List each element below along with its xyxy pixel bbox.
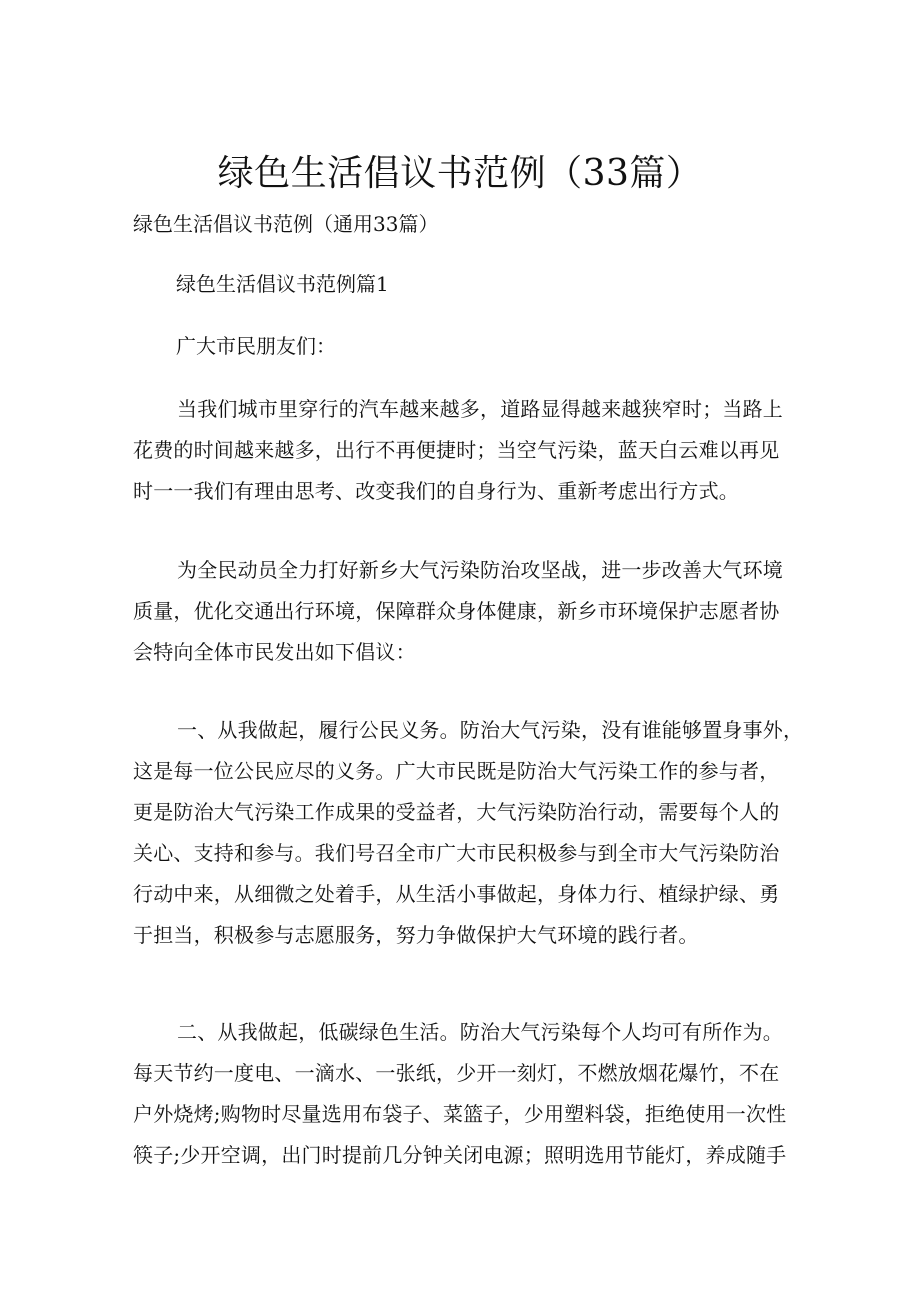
- paragraph-line: 质量，优化交通出行环境，保障群众身体健康，新乡市环境保护志愿者协: [133, 599, 780, 623]
- paragraph-1: [133, 389, 793, 512]
- paragraph-line: 花费的时间越来越多，出行不再便捷时；当空气污染，蓝天白云难以再见: [133, 438, 780, 462]
- paragraph-line: 这是每一位公民应尽的义务。广大市民既是防治大气污染工作的参与者，: [133, 759, 780, 783]
- paragraph-3: [133, 710, 804, 956]
- paragraph-line: 更是防治大气污染工作成果的受益者，大气污染防治行动，需要每个人的: [133, 800, 780, 824]
- paragraph-line: 当我们城市里穿行的汽车越来越多，道路显得越来越狭窄时；当路上: [177, 397, 783, 421]
- paragraph-line: 筷子;少开空调，出门时提前几分钟关闭电源；照明选用节能灯，养成随手: [133, 1143, 787, 1167]
- paragraph-line: 为全民动员全力打好新乡大气污染防治攻坚战，进一步改善大气环境: [177, 558, 783, 582]
- paragraph-4: [133, 1012, 793, 1176]
- paragraph-line: 于担当，积极参与志愿服务，努力争做保护大气环境的践行者。: [133, 923, 699, 947]
- document-subtitle: 绿色生活倡议书范例（通用33篇）: [133, 212, 439, 236]
- document-title: 绿色生活倡议书范例（33篇）: [217, 153, 703, 194]
- paragraph-line: 时一一我们有理由思考、改变我们的自身行为、重新考虑出行方式。: [133, 479, 739, 503]
- paragraph-2: [133, 550, 793, 673]
- paragraph-line: 每天节约一度电、一滴水、一张纸，少开一刻灯，不燃放烟花爆竹，不在: [133, 1061, 780, 1085]
- paragraph-line: 行动中来，从细微之处着手，从生活小事做起，身体力行、植绿护绿、勇: [133, 882, 780, 906]
- paragraph-line: 会特向全体市民发出如下倡议：: [133, 640, 416, 664]
- salutation: 广大市民朋友们：: [176, 334, 336, 358]
- paragraph-line: 二、从我做起，低碳绿色生活。防治大气污染每个人均可有所作为。: [177, 1020, 783, 1044]
- paragraph-line: 户外烧烤;购物时尽量选用布袋子、菜篮子，少用塑料袋，拒绝使用一次性: [133, 1102, 787, 1126]
- section-heading: 绿色生活倡议书范例篇1: [176, 272, 389, 296]
- paragraph-line: 关心、支持和参与。我们号召全市广大市民积极参与到全市大气污染防治: [133, 841, 780, 865]
- paragraph-line: 一、从我做起，履行公民义务。防治大气污染，没有谁能够置身事外，: [177, 718, 804, 742]
